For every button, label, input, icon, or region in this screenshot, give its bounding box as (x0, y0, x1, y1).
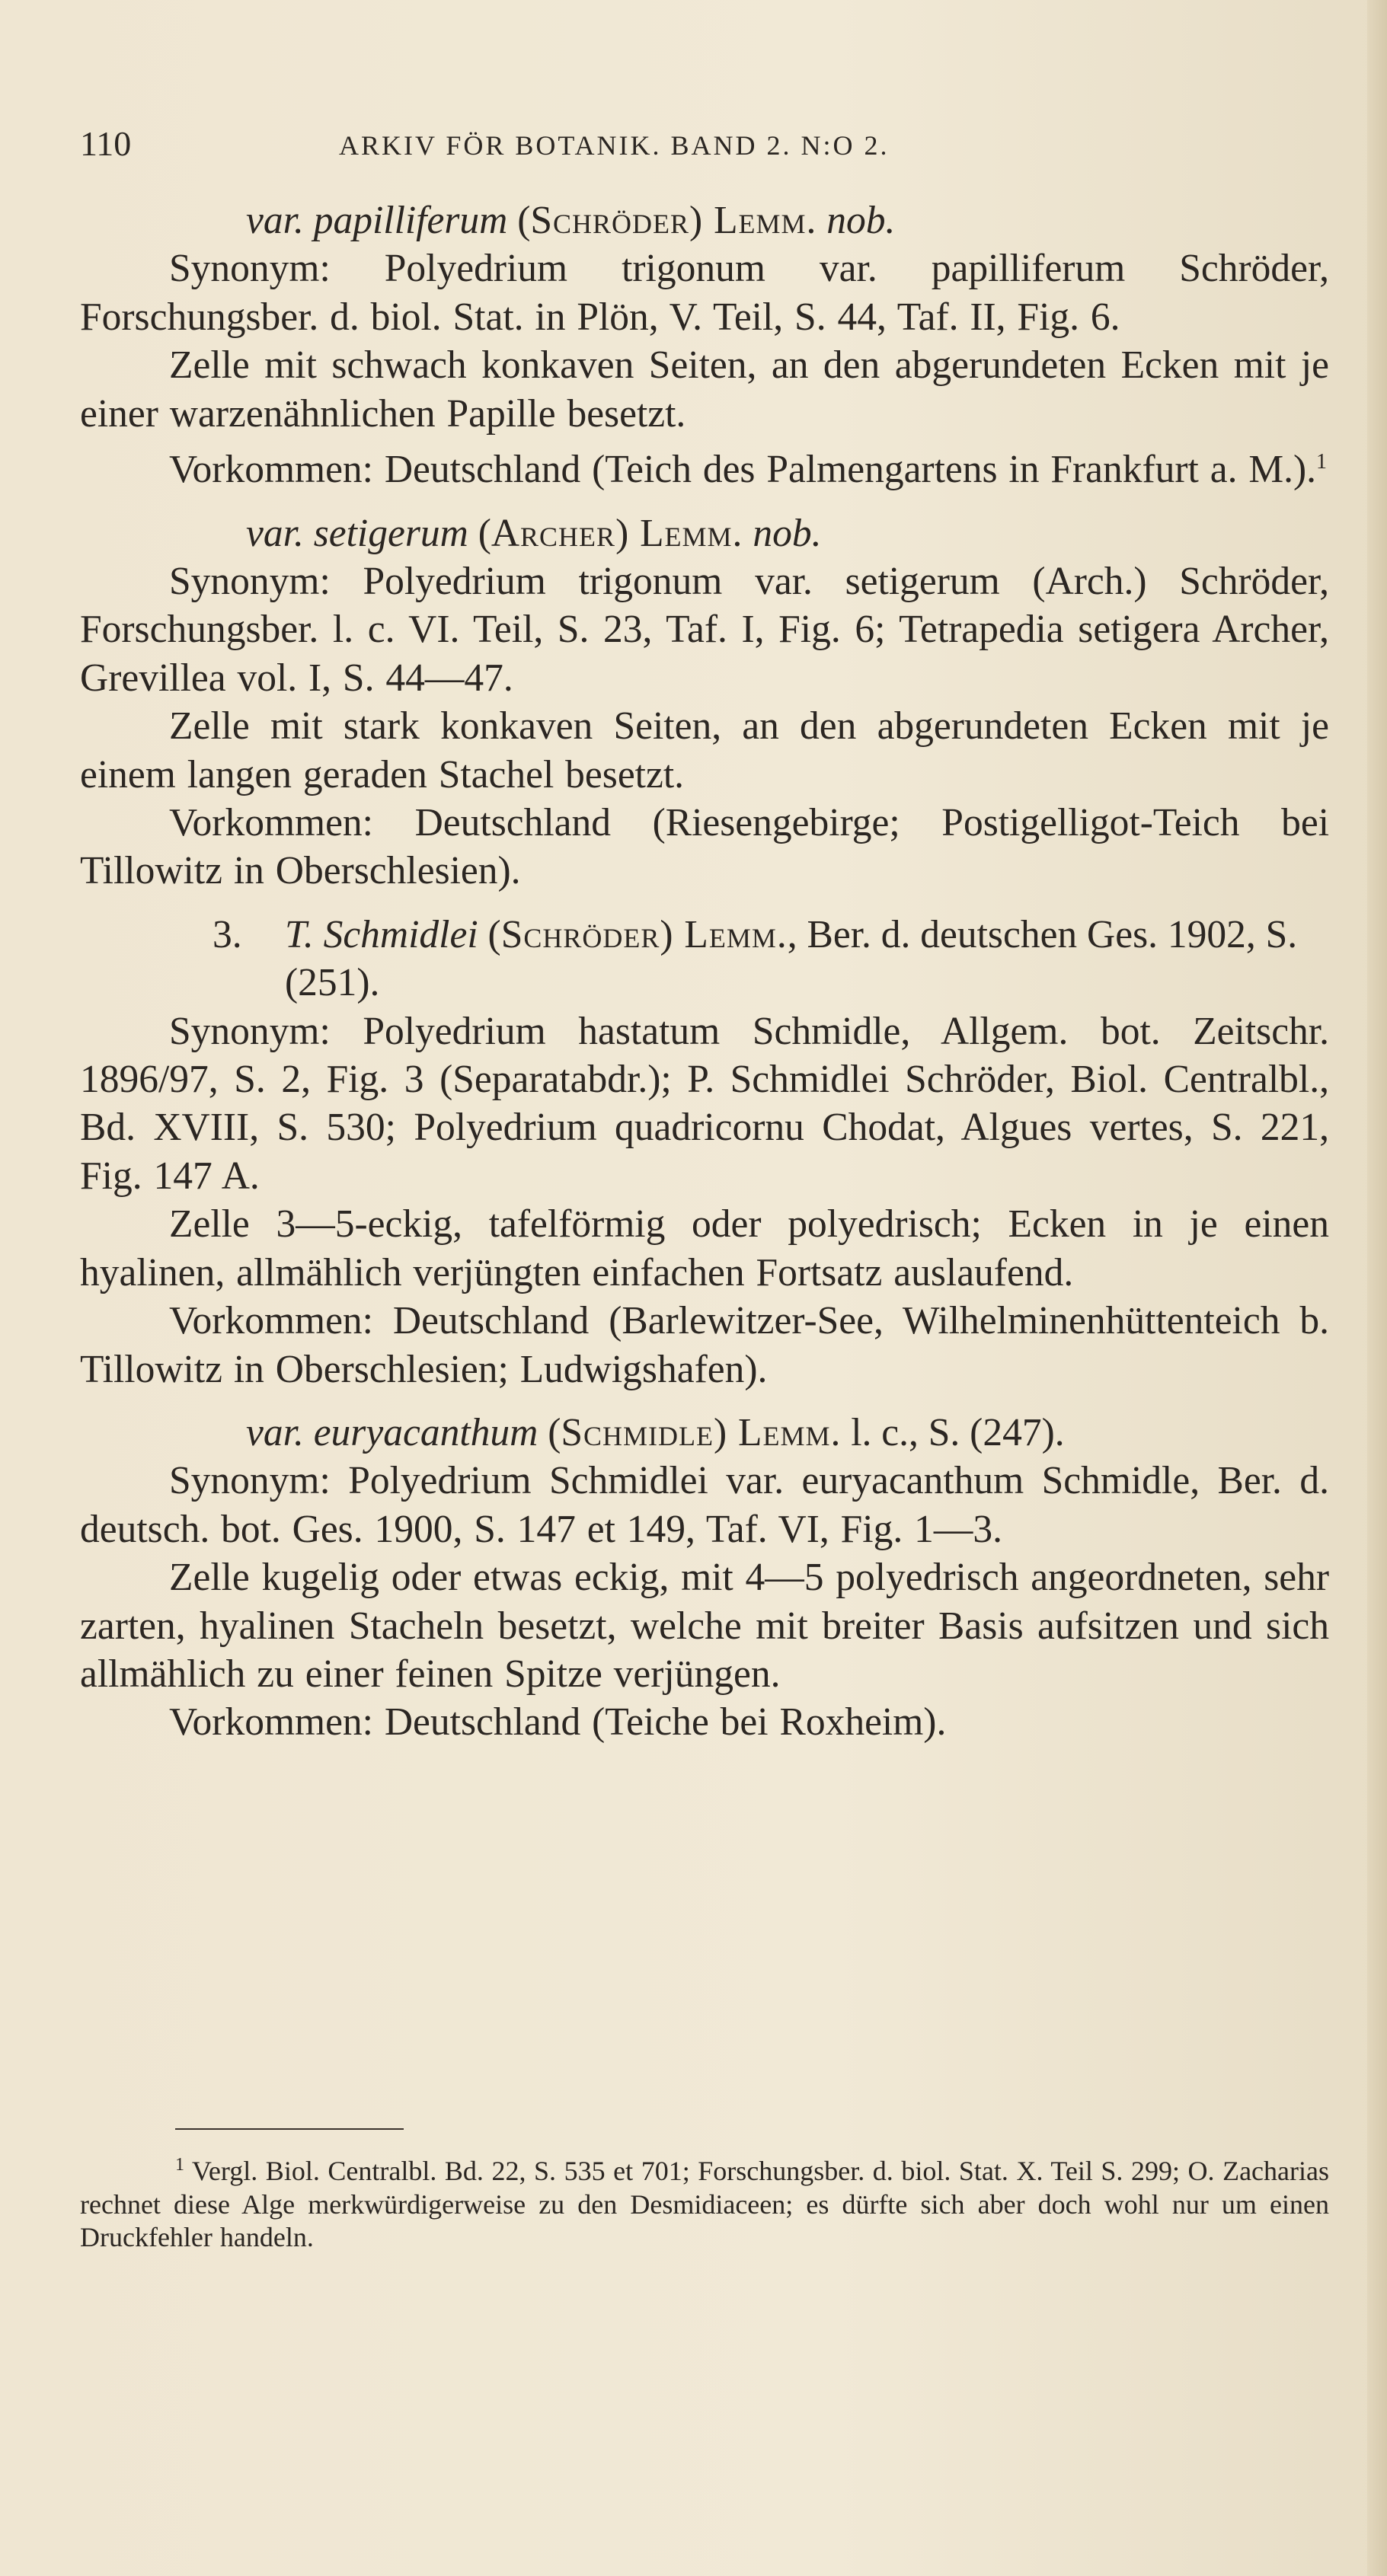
rank-label: var. (246, 199, 304, 242)
footnote-rule (175, 2128, 404, 2130)
nob-suffix: nob. (753, 511, 822, 555)
footnote-number: 1 (175, 2155, 184, 2175)
authority-close: ) Lemm. (714, 1410, 842, 1454)
authority: Schmidle (561, 1410, 714, 1454)
footnote-mark: 1 (1316, 450, 1328, 474)
occurrence-paragraph: Vorkommen: Deutschland (Riesengebirge; Postigelligot-Teich bei Tillowitz in Oberschlesien). (80, 801, 1329, 893)
authority: Archer (491, 511, 616, 555)
taxon-heading-setigerum (80, 509, 1329, 557)
authority: Schröder (500, 912, 660, 956)
epithet: setigerum (313, 511, 468, 555)
authority-close: ) Lemm. (615, 511, 743, 555)
taxon-heading-schmidlei (80, 911, 1329, 1007)
synonym-paragraph: Synonym: Polyedrium trigonum var. setigerum (Arch.) Schröder, Forschungsber. l. c. VI. Teil, S. 23, Taf. I, Fig. 6; Tetrapedia setigera Archer, Grevillea vol. I, S. 44—47. (80, 560, 1329, 700)
epithet: euryacanthum (313, 1410, 539, 1454)
description-paragraph: Zelle mit stark konkaven Seiten, an den abgerundeten Ecken mit je einem langen geraden Stachel besetzt. (80, 704, 1329, 796)
synonym-paragraph: Synonym: Polyedrium Schmidlei var. euryacanthum Schmidle, Ber. d. deutsch. bot. Ges. 1900, S. 147 et 149, Taf. VI, Fig. 1—3. (80, 1459, 1329, 1551)
species-heading-text (210, 911, 1329, 1007)
footnote (80, 2149, 1329, 2255)
occurrence-paragraph (80, 438, 1329, 494)
synonym-paragraph: Synonym: Polyedrium trigonum var. papilliferum Schröder, Forschungsber. d. biol. Stat. in Plön, V. Teil, S. 44, Taf. II, Fig. 6. (80, 247, 1329, 339)
rank-label: var. (246, 511, 304, 555)
taxon-heading-euryacanthum (80, 1409, 1329, 1457)
page-header (80, 123, 1314, 169)
epithet: papilliferum (313, 199, 508, 242)
occurrence-paragraph: Vorkommen: Deutschland (Teiche bei Roxheim). (169, 1700, 947, 1744)
footnote-body: Vergl. Biol. Centralbl. Bd. 22, S. 535 et 701; Forschungsber. d. biol. Stat. X. Teil S. 299; O. Zacharias rechnet diese Alge merkwürdigerweise zu den Desmidiaceen; es dürfte sich aber doch wohl nur um einen Druckfehler handeln. (80, 2156, 1329, 2252)
paren: ( (478, 511, 491, 555)
reference: , Ber. d. deutschen Ges. 1902, S. (251). (285, 912, 1298, 1005)
running-head: ARKIV FÖR BOTANIK. BAND 2. N:O 2. (339, 130, 890, 161)
authority: Schröder (530, 199, 690, 242)
body-text (80, 196, 1329, 1747)
species-number: 3. (213, 912, 242, 956)
paren: ( (517, 199, 531, 242)
paren: ( (487, 912, 501, 956)
paren: ( (548, 1410, 561, 1454)
page-number: 110 (80, 124, 132, 163)
occurrence-paragraph: Vorkommen: Deutschland (Barlewitzer-See, Wilhelminenhüttenteich b. Tillowitz in Oberschlesien; Ludwigshafen). (80, 1299, 1329, 1391)
reference: l. c., S. (247). (851, 1410, 1065, 1454)
taxon-heading-papilliferum (80, 196, 1329, 244)
nob-suffix: nob. (826, 199, 896, 242)
page-edge (1367, 0, 1387, 2576)
authority-close: ) Lemm. (660, 912, 788, 956)
species-name: T. Schmidlei (285, 912, 478, 956)
occurrence-text: Vorkommen: Deutschland (Teich des Palmengartens in Frankfurt a. M.). (169, 448, 1317, 492)
description-paragraph: Zelle 3—5-eckig, tafelförmig oder polyedrisch; Ecken in je einen hyalinen, allmählich verjüngten einfachen Fortsatz auslaufend. (80, 1202, 1329, 1294)
description-paragraph: Zelle kugelig oder etwas eckig, mit 4—5 polyedrisch angeordneten, sehr zarten, hyalinen Stacheln besetzt, welche mit breiter Basis aufsitzen und sich allmählich zu einer feinen Spitze verjüngen. (80, 1556, 1329, 1696)
footnote-text (80, 2149, 1329, 2255)
synonym-paragraph: Synonym: Polyedrium hastatum Schmidle, Allgem. bot. Zeitschr. 1896/97, S. 2, Fig. 3 (Separatabdr.); P. Schmidlei Schröder, Biol. Centralbl., Bd. XVIII, S. 530; Polyedrium quadricornu Chodat, Algues vertes, S. 221, Fig. 147 A. (80, 1009, 1329, 1198)
authority-close: ) Lemm. (689, 199, 817, 242)
description-paragraph: Zelle mit schwach konkaven Seiten, an den abgerundeten Ecken mit je einer warzenähnlichen Papille besetzt. (80, 343, 1329, 436)
rank-label: var. (246, 1410, 304, 1454)
